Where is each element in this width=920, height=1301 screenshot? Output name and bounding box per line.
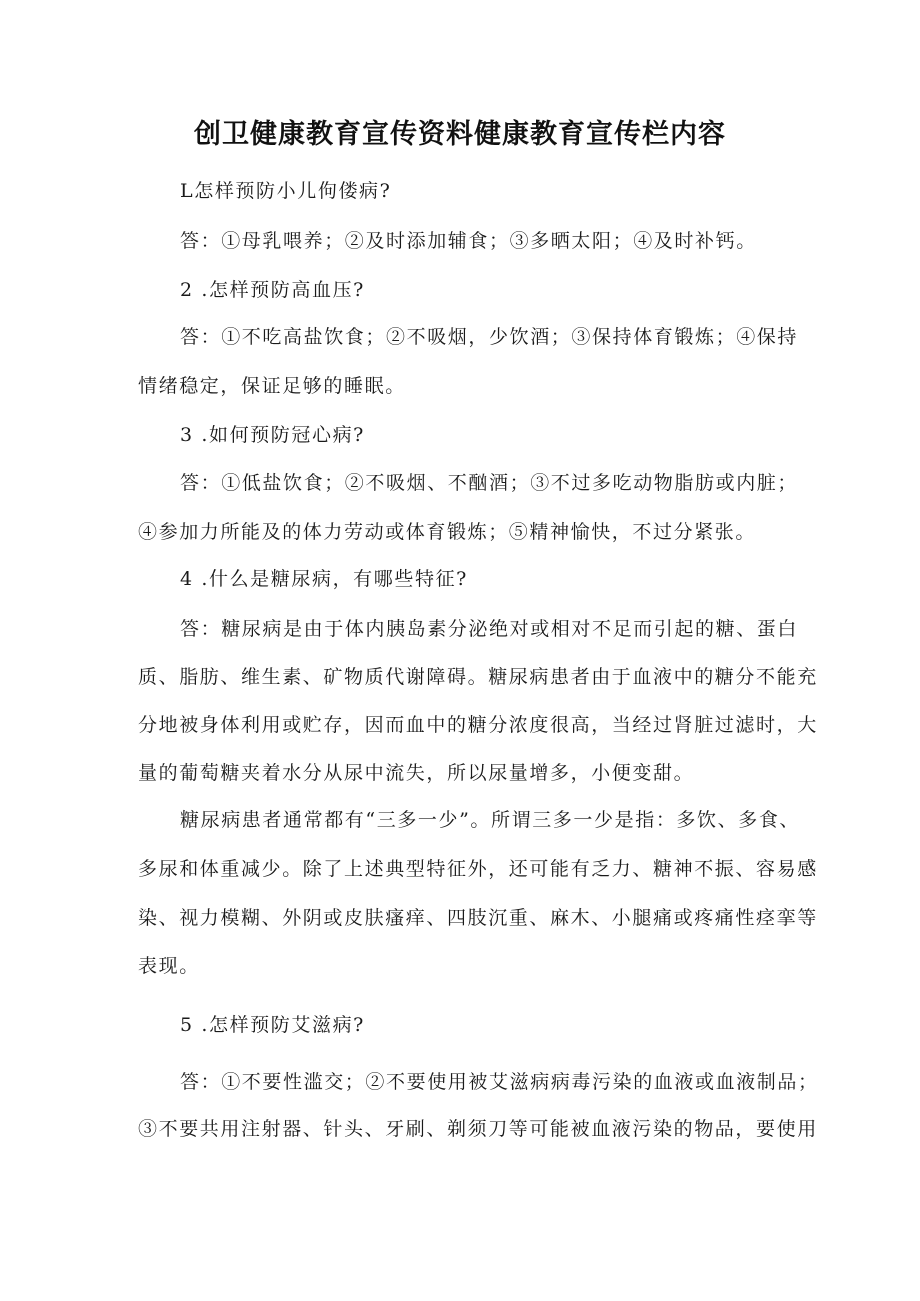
question-2: 2 .怎样预防高血压?	[180, 279, 365, 301]
answer-1: 答：①母乳喂养；②及时添加辅食；③多晒太阳；④及时补钙。	[180, 230, 757, 252]
question-3: 3 .如何预防冠心病?	[180, 424, 365, 446]
answer-2-line-2: 情绪稳定，保证足够的睡眠。	[138, 375, 406, 397]
document-title: 创卫健康教育宣传资料健康教育宣传栏内容	[194, 119, 726, 150]
diabetes-paragraph-line-1: 糖尿病患者通常都有“三多一少”。所谓三多一少是指：多饮、多食、	[180, 809, 801, 831]
answer-4-line-2: 质、脂肪、维生素、矿物质代谢障碍。糖尿病患者由于血液中的糖分不能充	[138, 666, 818, 688]
answer-5-line-2: ③不要共用注射器、针头、牙刷、剃须刀等可能被血液污染的物品，要使用	[138, 1118, 818, 1140]
diabetes-paragraph-line-2: 多尿和体重减少。除了上述典型特征外，还可能有乏力、糖神不振、容易感	[138, 858, 818, 880]
diabetes-paragraph-line-4: 表现。	[138, 955, 200, 977]
answer-3-line-2: ④参加力所能及的体力劳动或体育锻炼；⑤精神愉快，不过分紧张。	[138, 521, 757, 543]
answer-4-line-4: 量的葡萄糖夹着水分从尿中流失，所以尿量增多，小便变甜。	[138, 762, 695, 784]
answer-5-line-1: 答：①不要性滥交；②不要使用被艾滋病病毒污染的血液或血液制品；	[180, 1071, 819, 1093]
answer-4-line-1: 答：糖尿病是由于体内胰岛素分泌绝对或相对不足而引起的糖、蛋白	[180, 618, 799, 640]
answer-4-line-3: 分地被身体利用或贮存，因而血中的糖分浓度很高，当经过肾脏过滤时，大	[138, 714, 818, 736]
answer-3-line-1: 答：①低盐饮食；②不吸烟、不酗酒；③不过多吃动物脂肪或内脏；	[180, 472, 799, 494]
answer-2-line-1: 答：①不吃高盐饮食；②不吸烟，少饮酒；③保持体育锻炼；④保持	[180, 326, 799, 348]
question-4: 4 .什么是糖尿病，有哪些特征?	[180, 568, 468, 590]
question-1: L怎样预防小儿佝偻病?	[180, 180, 392, 202]
diabetes-paragraph-line-3: 染、视力模糊、外阴或皮肤瘙痒、四肢沉重、麻木、小腿痛或疼痛性痉挛等	[138, 907, 818, 929]
question-5: 5 .怎样预防艾滋病?	[180, 1014, 365, 1036]
